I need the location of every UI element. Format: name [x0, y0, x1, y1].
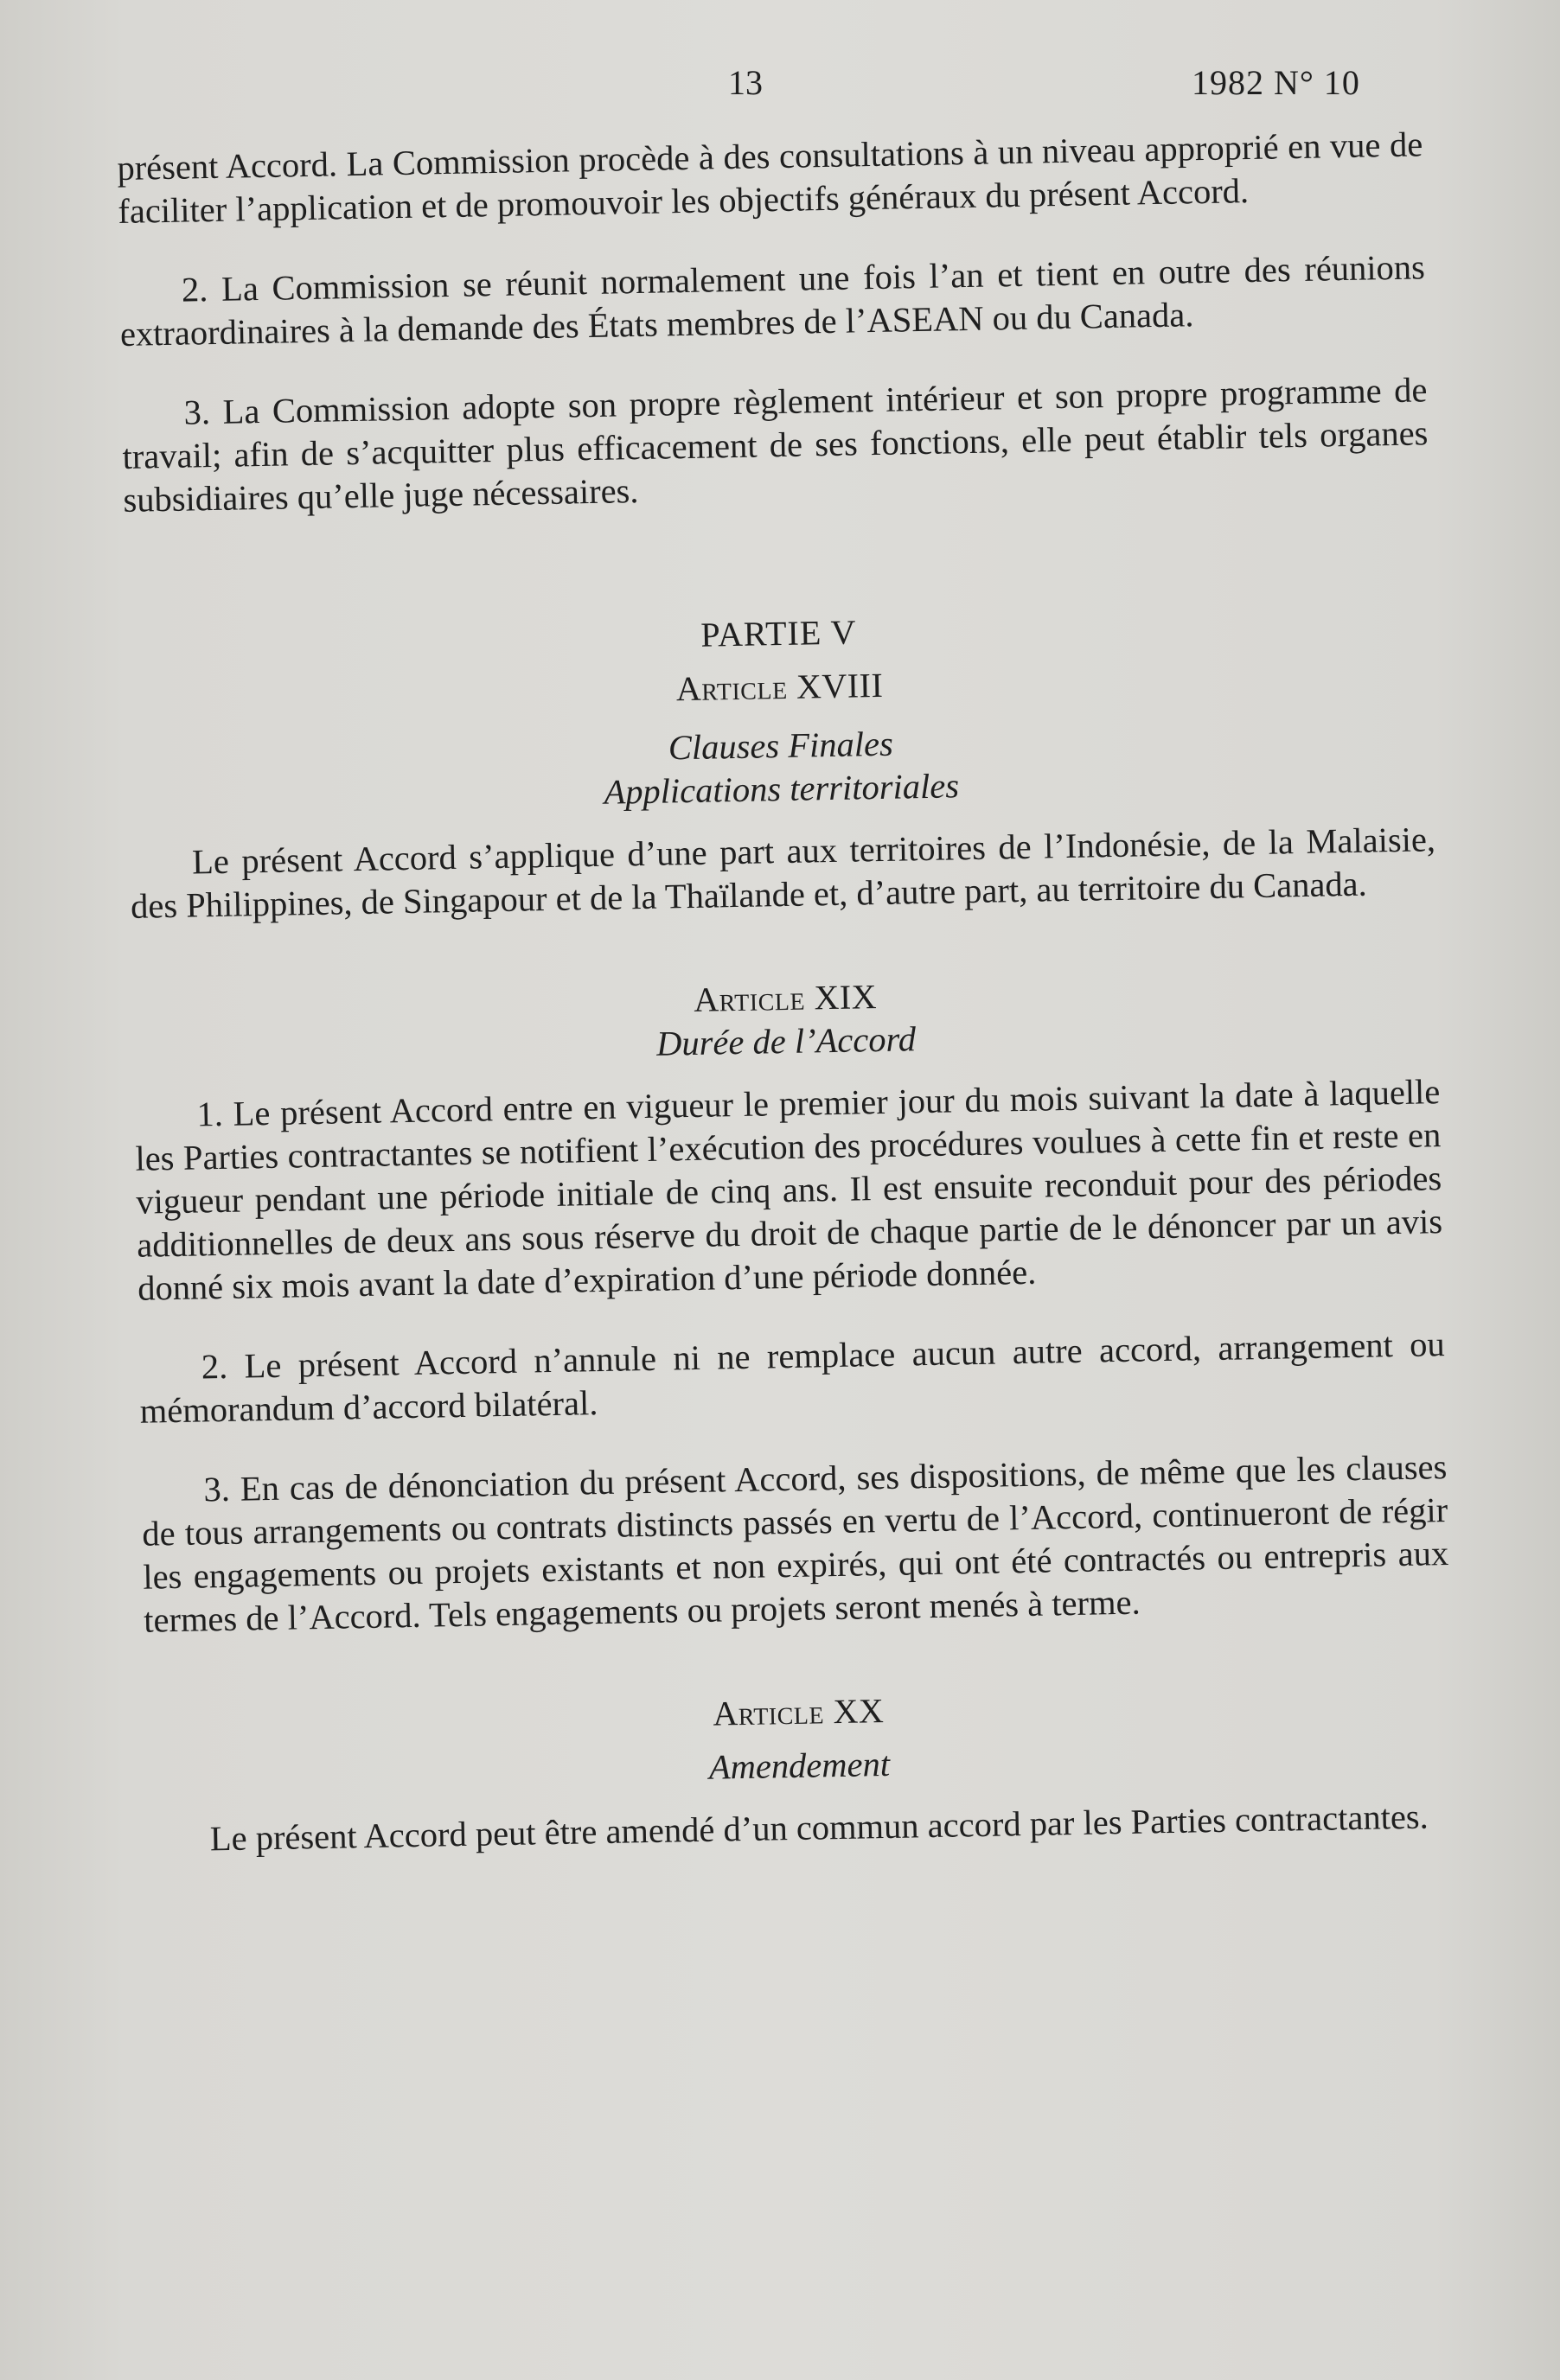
paragraph-commission-meetings: 2. La Commission se réunit normalement une fois l’an et tient en outre des réunions extraordinaires à la demande des États membres de l’ASEAN ou du Canada.	[119, 247, 1426, 354]
article-20-title: Amendement	[708, 1744, 891, 1787]
paragraph-no-annulment: 2. Le présent Accord n’annule ni ne remplace aucun autre accord, arrangement ou mémorandum d’accord bilatéral.	[139, 1324, 1446, 1431]
paragraph-commission-rules: 3. La Commission adopte son propre règlement intérieur et son propre programme de travail; afin de s’acquitter plus efficacement de ses fonctions, elle peut établir tels organes subsidiaires qu’elle juge nécessaires.	[122, 370, 1429, 520]
part-heading: PARTIE V	[700, 612, 857, 654]
paragraph-entry-into-force: 1. Le présent Accord entre en vigueur le premier jour du mois suivant la date à laquelle les Parties contractantes se notifient l’exécution des procédures voulues à cette fin et reste en vigueur pendant une période initiale de cinq ans. Il est ensuite reconduit pour des périodes additionnelles de deux ans sous réserve du droit de chaque partie de le dénoncer par un avis donné six mois avant la date d’expiration d’une période donnée.	[135, 1072, 1443, 1308]
article-20-heading: Article XX	[712, 1691, 885, 1733]
article-19-title: Durée de l’Accord	[655, 1019, 917, 1063]
paragraph-commission-consultations: présent Accord. La Commission procède à des consultations à un niveau approprié en vue de faciliter l’application et de promouvoir les objectifs généraux du présent Accord.	[117, 124, 1423, 231]
page-header	[0, 62, 1560, 114]
article-19-heading: Article XIX	[693, 977, 878, 1019]
paragraph-amendment: Le présent Accord peut être amendé d’un commun accord par les Parties contractantes.	[209, 1796, 1429, 1859]
article-18-title: Clauses Finales	[668, 724, 894, 768]
page-number: 13	[728, 63, 763, 102]
paragraph-denunciation: 3. En cas de dénonciation du présent Accord, ses dispositions, de même que les clauses de tous arrangements ou contrats distincts passés en vertu de l’Accord, continueront de régir les engagements ou projets existants et non expirés, qui ont été contractés ou entrepris aux termes de l’Accord. Tels engagements ou projets seront menés à terme.	[141, 1447, 1449, 1640]
document-body	[117, 123, 1454, 1861]
article-18-subtitle: Applications territoriales	[604, 766, 960, 812]
paragraph-territorial-application: Le présent Accord s’applique d’une part aux territoires de l’Indonésie, de la Malaisie, des Philippines, de Singapour et de la Thaïlande et, d’autre part, au territoire du Canada.	[130, 820, 1436, 926]
article-18-heading: Article XVIII	[675, 665, 884, 709]
series-reference: 1982 N° 10	[1192, 63, 1360, 102]
